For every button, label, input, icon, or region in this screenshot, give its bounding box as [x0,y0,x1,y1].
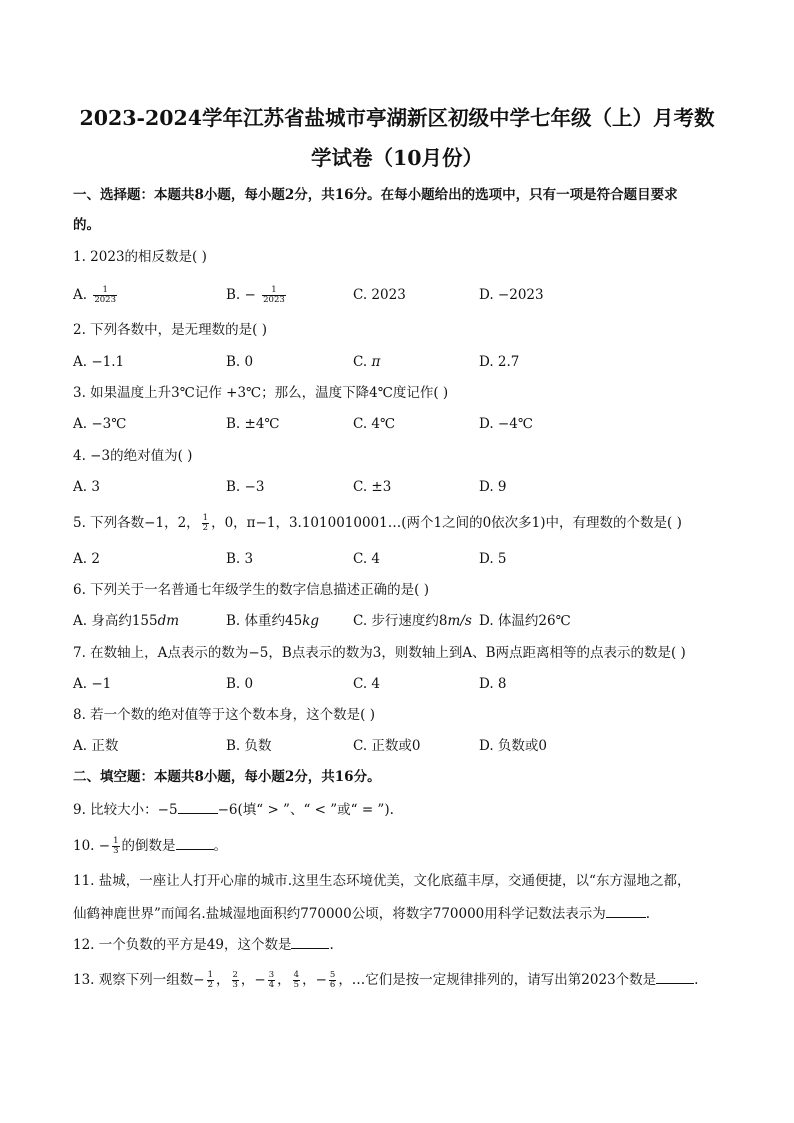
section1-instructions: 一、选择题：本题共8小题，每小题2分，共16分。在每小题给出的选项中，只有一项是符合题目要求 [73,187,678,203]
q12-text: 12. 一个负数的平方是49，这个数是 [73,937,292,953]
q13-separator: ，− [240,972,266,988]
q13-text-pre: 13. 观察下列一组数− [73,972,205,988]
fraction-denominator: 3 [232,980,238,990]
q4-option-a: A. 3 [73,479,100,495]
q5-option-b: B. 3 [226,551,254,567]
fraction-denominator: 2 [207,980,213,990]
q6-option-c-unit: m/s [447,613,472,629]
q6-option-a-text: A. 身高约155 [73,613,158,629]
section1-instructions-cont: 的。 [73,217,100,233]
q11-answer-blank[interactable] [606,903,646,918]
q6-option-a-unit: dm [157,613,180,629]
q6-option-c [353,611,472,631]
question-7-stem: 7. 在数轴上，A点表示的数为−5，B点表示的数为3，则数轴上到A、B两点距离相等的点表示的数是( ) [73,645,686,661]
q13-text-post: ，…它们是按一定规律排列的，请写出第2023个数是 [338,972,657,988]
q5-stem-part2: ，0，π−1，3.1010010001…(两个1之间的0依次多1)中，有理数的个数是( ) [211,515,682,531]
q3-option-b: B. ±4℃ [226,416,280,432]
q3-option-d: D. −4℃ [479,416,533,432]
question-4-stem: 4. −3的绝对值为( ) [73,448,193,464]
fraction-denominator: 2 [202,523,209,533]
q10-text-post: 的倒数是 [121,838,176,854]
q5-option-c: C. 4 [353,551,381,567]
exam-title-line2: 学试卷（10月份） [310,146,484,170]
q1-option-a-label: A. [73,287,88,303]
q11-text: 仙鹤神鹿世界”而闻名.盐城湿地面积约770000公顷，将数字770000用科学记数法表示为 [73,906,606,922]
fraction-denominator: 2023 [263,295,285,305]
fraction-denominator: 5 [293,980,300,990]
q6-option-b-text: B. 体重约45 [226,613,303,629]
q5-option-d: D. 5 [479,551,507,567]
fraction-denominator: 6 [329,980,336,990]
q9-answer-blank[interactable] [178,799,218,814]
q12-text-end: . [329,937,334,953]
q1-option-b-fraction [262,286,286,305]
exam-title-line1: 2023-2024学年江苏省盐城市亭湖新区初级中学七年级（上）月考数 [79,106,715,130]
question-4-options [73,477,733,497]
question-3-stem: 3. 如果温度上升3℃记作 +3℃；那么，温度下降4℃度记作( ) [73,385,449,401]
q7-option-b: B. 0 [226,676,254,692]
q6-option-c-text: C. 步行速度约8 [353,613,448,629]
fraction-numerator: 1 [202,513,209,523]
question-8-stem: 8. 若一个数的绝对值等于这个数本身，这个数是( ) [73,707,375,723]
q3-option-a: A. −3℃ [73,416,127,432]
q9-text-pre: 9. 比较大小：−5 [73,802,178,818]
fraction-denominator: 2023 [94,295,116,305]
q6-option-d: D. 体温约26℃ [479,613,571,629]
q2-option-b: B. 0 [226,354,254,370]
fraction-numerator: 5 [329,970,336,980]
q6-option-a [73,611,179,631]
q13-separator: ， [277,972,291,988]
question-1-stem: 1. 2023的相反数是( ) [73,249,207,265]
q9-text-post: −6(填“ > ”、“ < ”或“ = ”). [217,802,394,818]
question-5-options [73,549,733,569]
question-6-options [73,611,733,631]
q8-option-a: A. 正数 [73,738,119,754]
fraction-denominator: 4 [268,980,275,990]
q5-stem-part1: 5. 下列各数−1，2， [73,515,200,531]
question-3-options [73,414,733,434]
q10-text-pre: 10. − [73,838,111,854]
question-6-stem: 6. 下列关于一名普通七年级学生的数字信息描述正确的是( ) [73,582,429,598]
question-7-options [73,674,733,694]
pi-symbol: π [371,354,381,370]
q8-option-d: D. 负数或0 [479,738,548,754]
q12-answer-blank[interactable] [291,934,329,949]
q7-option-d: D. 8 [479,676,507,692]
question-8-options [73,736,733,756]
q1-option-d: D. −2023 [479,287,544,303]
q8-option-b: B. 负数 [226,738,272,754]
question-1-options [73,285,733,305]
fraction-numerator: 1 [262,286,286,296]
q13-fraction-3 [268,971,275,990]
question-9 [73,799,394,820]
question-2-stem: 2. 下列各数中，是无理数的是( ) [73,322,267,338]
q7-option-a: A. −1 [73,676,112,692]
fraction-numerator: 4 [293,970,300,980]
q5-option-a: A. 2 [73,551,100,567]
q13-separator: ， [216,972,230,988]
q8-option-c: C. 正数或0 [353,738,421,754]
q2-option-a: A. −1.1 [73,354,125,370]
q1-option-c: C. 2023 [353,287,406,303]
q13-fraction-5 [329,971,336,990]
q4-option-b: B. −3 [226,479,265,495]
q4-option-c: C. ±3 [353,479,392,495]
q13-fraction-4 [293,971,300,990]
question-10 [73,835,227,856]
q2-option-c [353,352,380,372]
q10-fraction [112,837,119,856]
q1-option-a-fraction [93,286,117,305]
fraction-numerator: 1 [207,970,213,980]
fraction-denominator: 3 [113,846,119,856]
q13-text-end: . [694,972,699,988]
q4-option-d: D. 9 [479,479,507,495]
q13-separator: ，− [302,972,327,988]
question-13 [73,969,698,990]
q2-option-d: D. 2.7 [479,354,520,370]
question-5-stem [73,513,682,533]
q10-text-end: 。 [213,838,227,854]
q13-fraction-2 [232,971,239,990]
q6-option-b [226,611,319,631]
question-12 [73,934,334,955]
section2-instructions: 二、填空题：本题共8小题，每小题2分，共16分。 [73,769,381,785]
q5-fraction [202,514,209,533]
fraction-numerator: 1 [113,836,119,846]
q3-option-c: C. 4℃ [353,416,396,432]
q11-text-end: . [645,906,651,922]
question-2-options [73,352,733,372]
fraction-numerator: 1 [93,286,117,296]
q1-option-a [73,285,119,305]
q1-option-b-label: B. − [226,287,256,303]
q1-option-b [226,285,288,305]
fraction-numerator: 2 [232,970,238,980]
question-11-line1: 11. 盐城，一座让人打开心扉的城市.这里生态环境优美，文化底蕴丰厚，交通便捷，以“东方湿地之都， [73,873,691,889]
q2-option-c-label: C. [353,354,372,370]
q13-answer-blank[interactable] [656,969,694,984]
q10-answer-blank[interactable] [176,835,214,850]
q7-option-c: C. 4 [353,676,381,692]
q6-option-b-unit: kg [302,613,320,629]
q13-fraction-1 [207,971,214,990]
fraction-numerator: 3 [268,970,275,980]
question-11-line2 [73,903,650,924]
